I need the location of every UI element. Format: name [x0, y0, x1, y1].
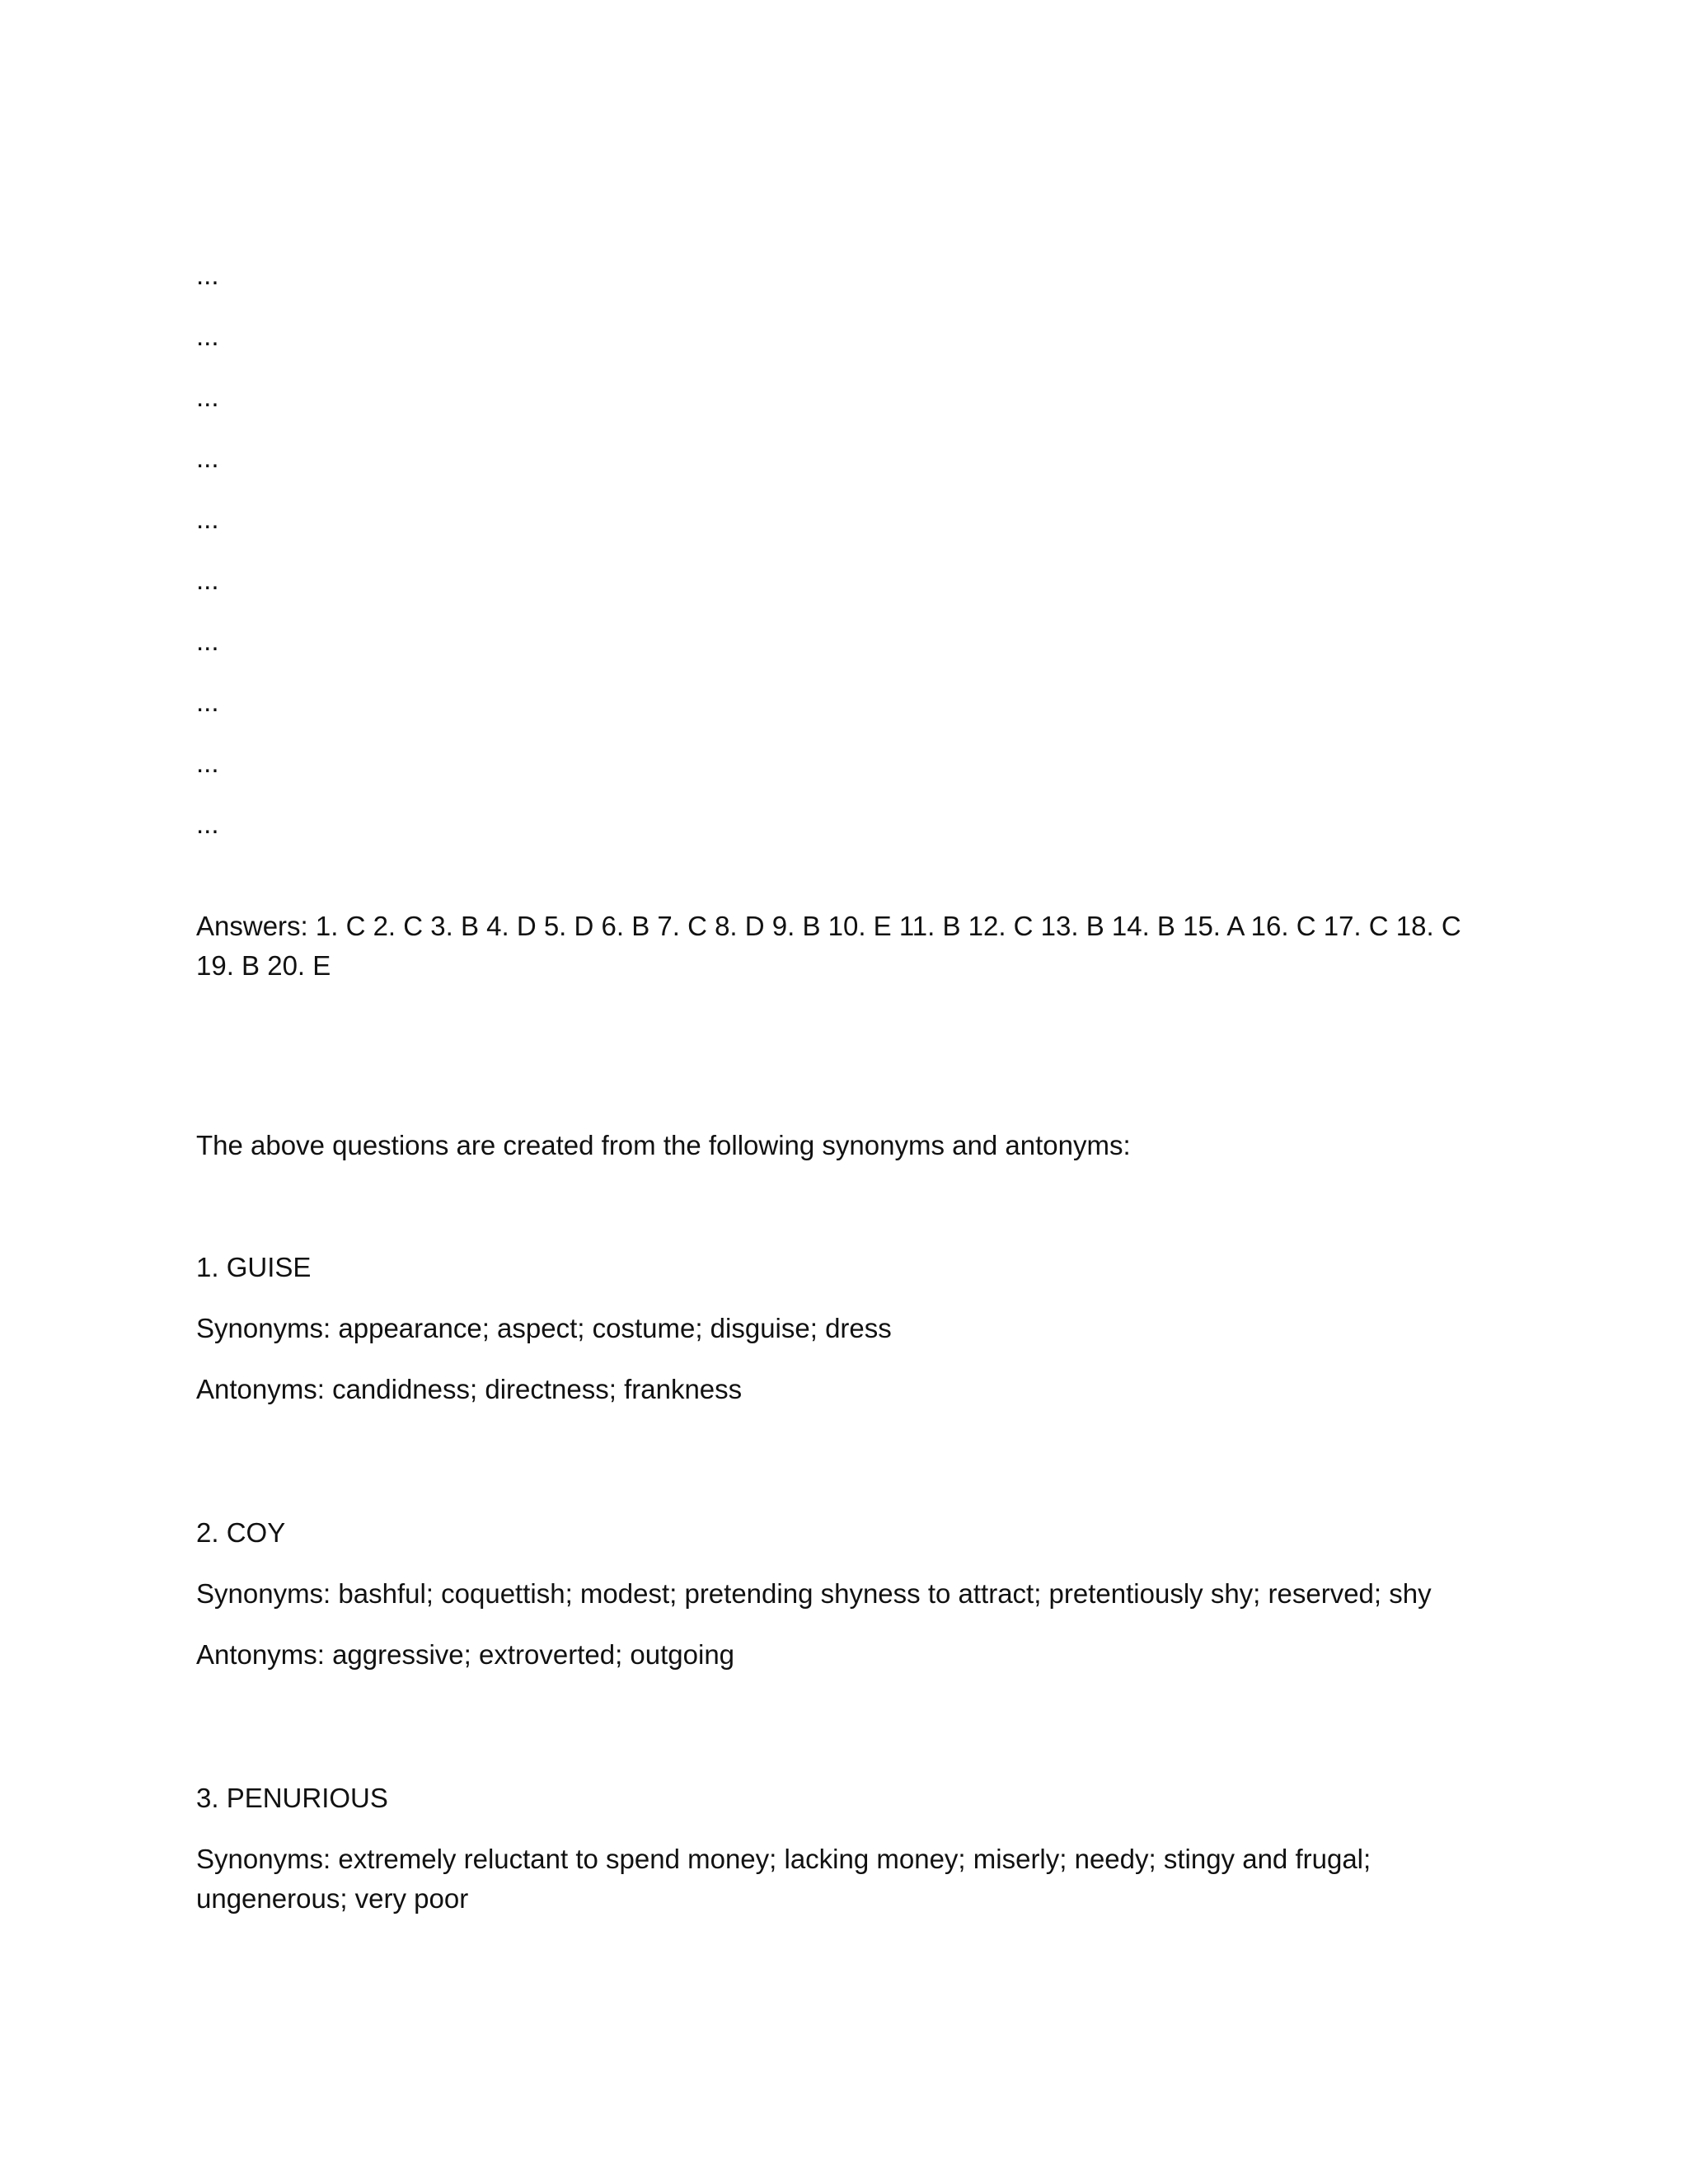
ellipsis-line: ...	[196, 748, 219, 778]
ellipsis-line: ...	[196, 565, 219, 595]
ellipsis-line: ...	[196, 443, 219, 473]
answers-key: Answers: 1. C 2. C 3. B 4. D 5. D 6. B 7. C 8. D 9. B 10. E 11. B 12. C 13. B 14. B 15. A 16. C 17. C 18. C 19. B 20. E	[196, 911, 1461, 981]
ellipsis-line: ...	[196, 687, 219, 717]
ellipsis-list	[196, 255, 1482, 865]
intro-text: The above questions are created from the following synonyms and antonyms:	[196, 1130, 1131, 1160]
entry-term: 2. COY	[196, 1517, 286, 1548]
entry-synonyms: Synonyms: appearance; aspect; costume; disguise; dress	[196, 1313, 892, 1343]
entry-guise	[196, 1248, 1482, 1431]
entry-coy	[196, 1513, 1482, 1696]
ellipsis-line: ...	[196, 504, 219, 534]
ellipsis-line: ...	[196, 626, 219, 656]
entry-synonyms: Synonyms: extremely reluctant to spend money; lacking money; miserly; needy; stingy and frugal; ungenerous; very poor	[196, 1844, 1372, 1914]
ellipsis-line: ...	[196, 321, 219, 351]
ellipsis-line: ...	[196, 260, 219, 290]
entry-synonyms: Synonyms: bashful; coquettish; modest; pretending shyness to attract; pretentiously shy; reserved; shy	[196, 1578, 1432, 1609]
ellipsis-line: ...	[196, 382, 219, 412]
page-content	[196, 255, 1482, 1919]
ellipsis-line: ...	[196, 808, 219, 839]
entry-penurious	[196, 1779, 1482, 1919]
entry-antonyms: Antonyms: aggressive; extroverted; outgoing	[196, 1639, 735, 1670]
entry-term: 1. GUISE	[196, 1252, 312, 1282]
entry-antonyms: Antonyms: candidness; directness; frankness	[196, 1374, 743, 1404]
entry-term: 3. PENURIOUS	[196, 1783, 388, 1813]
